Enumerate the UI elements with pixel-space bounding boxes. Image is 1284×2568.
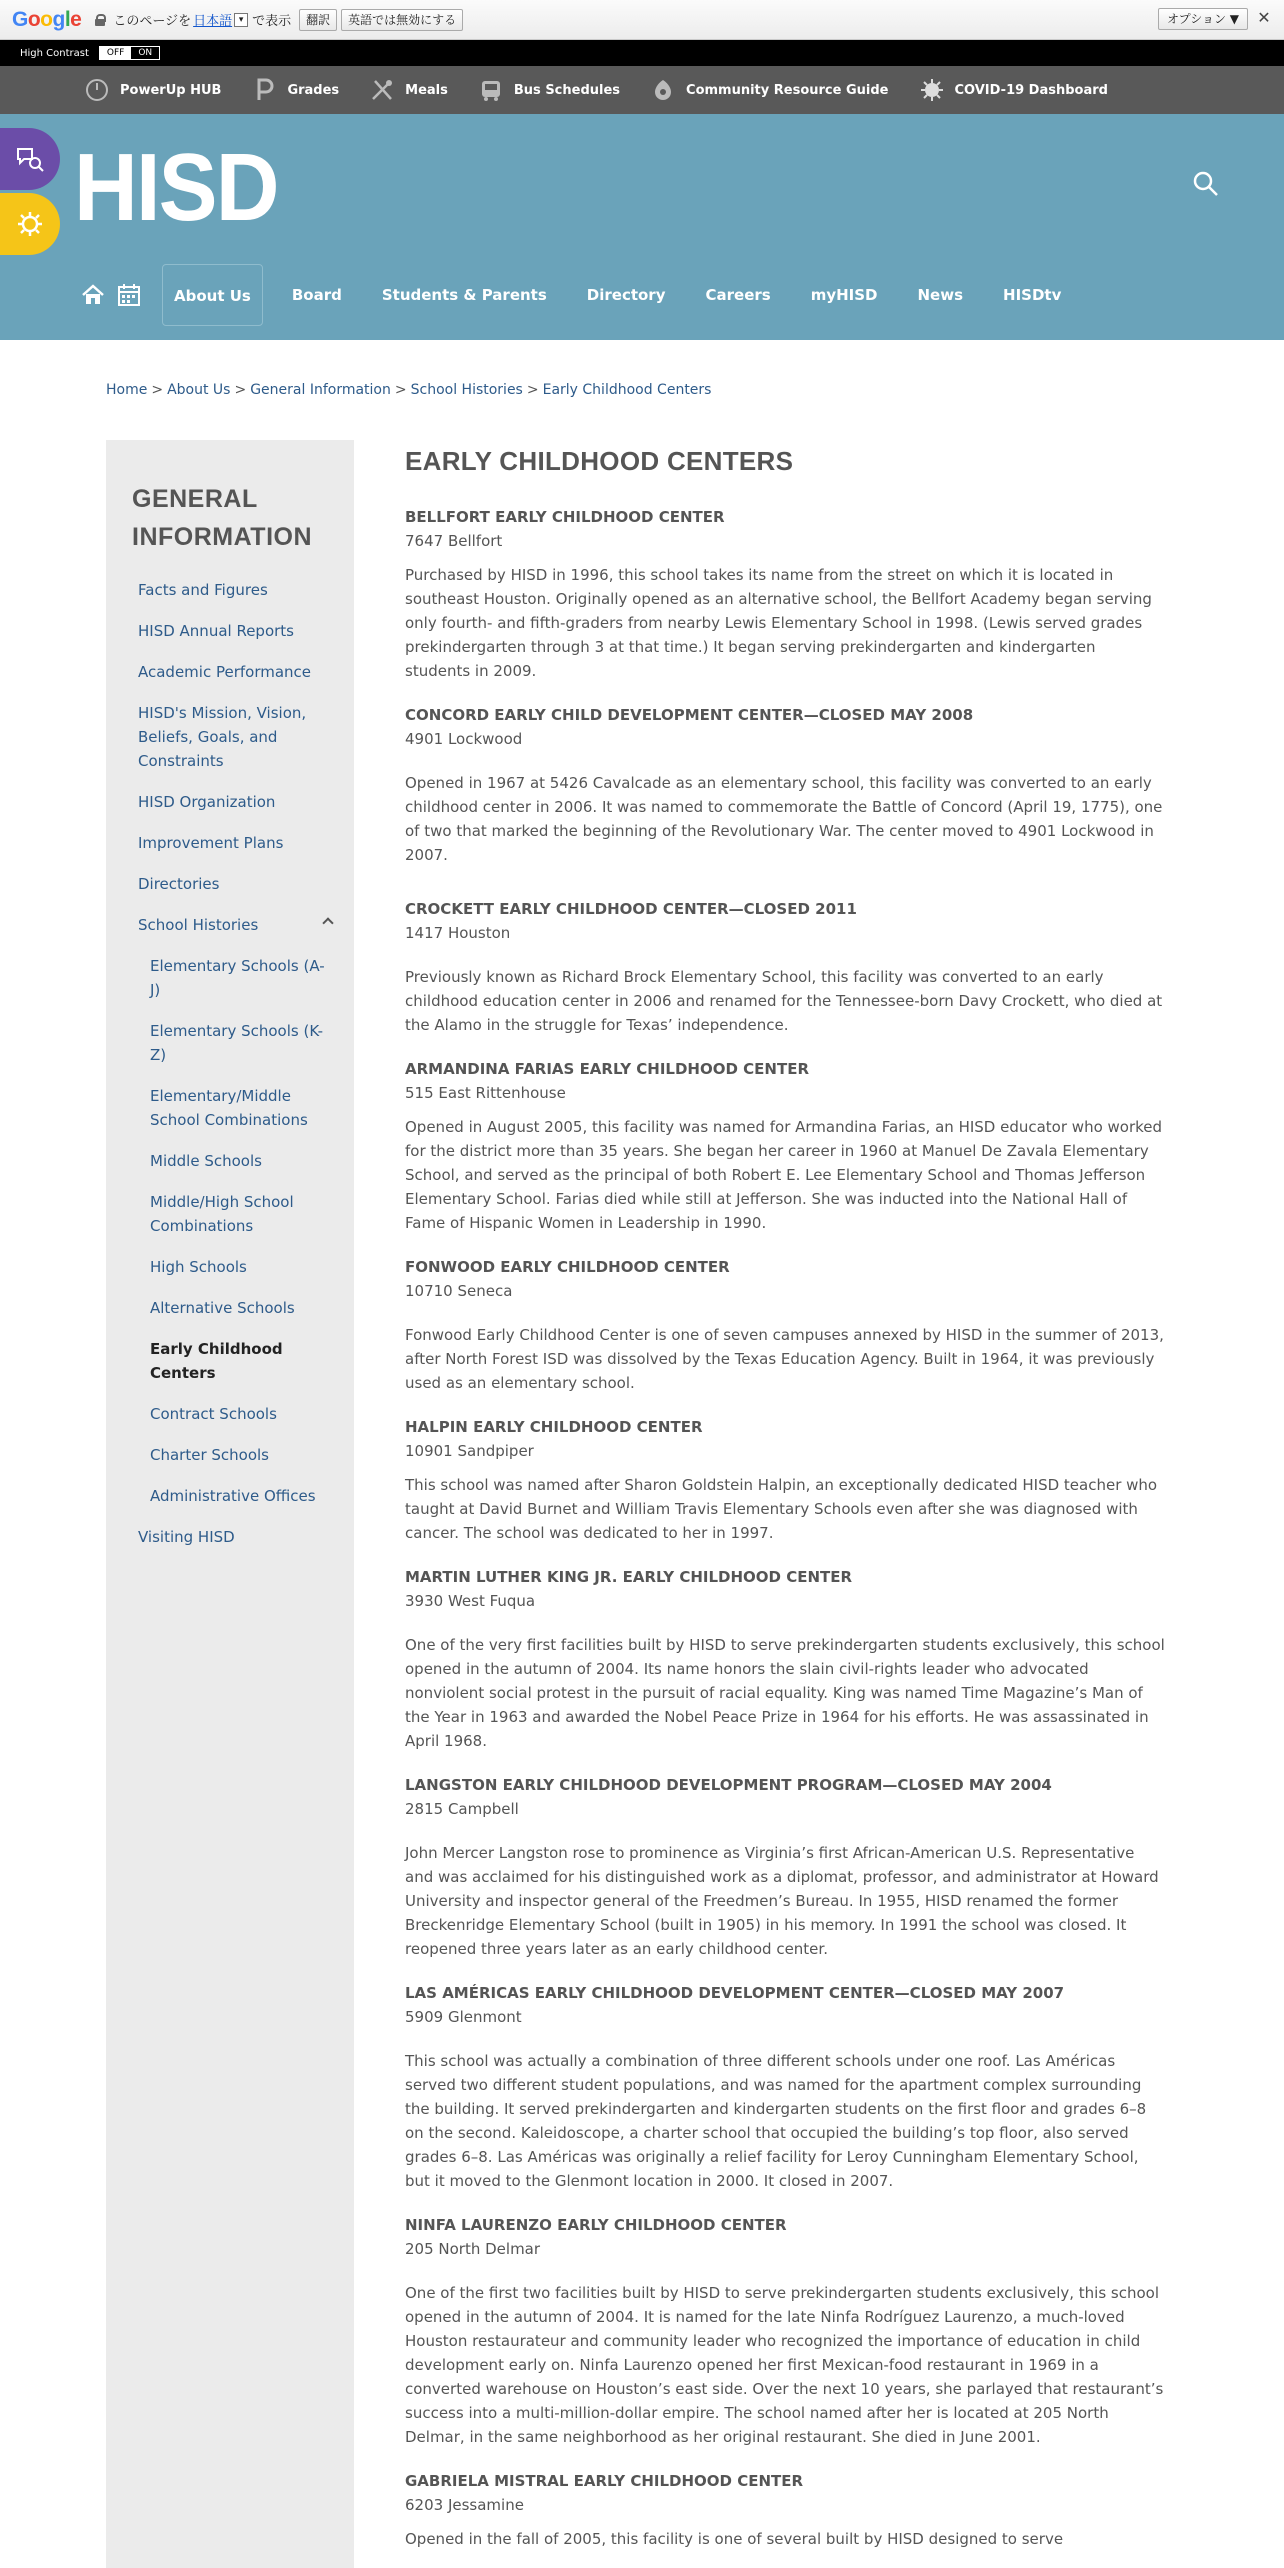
- school-address: 10710 Seneca: [405, 1282, 513, 1300]
- quick-link-label: Meals: [405, 82, 448, 98]
- school-name: BELLFORT EARLY CHILDHOOD CENTER: [405, 508, 725, 526]
- school-name: MARTIN LUTHER KING JR. EARLY CHILDHOOD CENTER: [405, 1568, 853, 1586]
- accessibility-pill-button[interactable]: [0, 128, 60, 190]
- google-logo: Google: [12, 7, 82, 31]
- sidebar-item-label: School Histories: [138, 916, 259, 934]
- sidebar-item-middle-schools[interactable]: Middle Schools: [150, 1152, 262, 1170]
- school-address: 3930 West Fuqua: [405, 1592, 536, 1610]
- school-description: Opened in the fall of 2005, this facility is one of several built by HISD designed to serve: [405, 2530, 1064, 2548]
- sidebar: [106, 440, 354, 2568]
- school-entry: [405, 2469, 1165, 2551]
- sidebar-item-facts[interactable]: Facts and Figures: [138, 581, 268, 599]
- hisd-logo[interactable]: HISD: [74, 134, 278, 241]
- main-nav: [80, 264, 1090, 326]
- sidebar-item-school-histories[interactable]: [106, 913, 354, 954]
- translate-bar: [0, 0, 1284, 40]
- high-contrast-label: High Contrast: [20, 47, 89, 59]
- school-entry: [405, 1255, 1165, 1395]
- translate-suffix: で表示: [252, 14, 292, 29]
- sidebar-item-academic-performance[interactable]: Academic Performance: [138, 663, 312, 681]
- disable-translate-button[interactable]: 英語では無効にする: [341, 9, 463, 31]
- school-name: CONCORD EARLY CHILD DEVELOPMENT CENTER—CLOSED MAY 2008: [405, 706, 974, 724]
- main-content: [405, 440, 1165, 2568]
- quick-link-label: COVID-19 Dashboard: [954, 82, 1108, 98]
- quick-link-label: Community Resource Guide: [686, 82, 889, 98]
- translate-prefix: このページを: [113, 14, 192, 29]
- language-dropdown-icon[interactable]: ▾: [234, 13, 248, 27]
- sidebar-title: GENERAL INFORMATION: [132, 485, 313, 551]
- school-description: Purchased by HISD in 1996, this school takes its name from the street on which it is located in southeast Houston. Originally opened as an alternative school, the Bellfort Academy began serving only fourth- and fifth-graders from nearby Lewis Elementary School in 1998. (Lewis served grades prekindergarten through 3 at that time.) It began serving prekindergarten and kindergarten students in 2009.: [405, 566, 1152, 680]
- search-icon[interactable]: [1192, 170, 1220, 198]
- close-icon[interactable]: ✕: [1257, 8, 1271, 27]
- breadcrumb-general-information[interactable]: General Information: [250, 382, 391, 398]
- nav-news[interactable]: News: [917, 286, 964, 304]
- school-description: Opened in 1967 at 5426 Cavalcade as an elementary school, this facility was converted to an early childhood center in 2006. It was named to commemorate the Battle of Concord (April 19, 1775), one of two that marked the beginning of the Revolutionary War. The center moved to 4901 Lockwood in 2007.: [405, 774, 1163, 864]
- sidebar-item-mission[interactable]: HISD's Mission, Vision, Beliefs, Goals, and Constraints: [138, 704, 307, 770]
- covid-pill-button[interactable]: [0, 193, 60, 255]
- meals-icon: [369, 77, 395, 103]
- quick-link-label: Grades: [287, 82, 340, 98]
- chat-search-icon: [15, 144, 45, 174]
- sidebar-item-administrative-offices[interactable]: Administrative Offices: [150, 1487, 316, 1505]
- school-description: This school was actually a combination of three different schools under one roof. Las Américas served two different student populations, and was named for the apartment complex surrounding the building. It served prekindergarten and kindergarten students on the first floor and grades 6–8 on the second. Kaleidoscope, a charter school that occupied the building’s top floor, also served grades 6–8. Las Américas was originally a relief facility for Leroy Cunningham Elementary School, but it moved to the Glenmont location in 2000. It closed in 2007.: [405, 2052, 1147, 2190]
- school-description: Fonwood Early Childhood Center is one of seven campuses annexed by HISD in the summer of 2013, after North Forest ISD was dissolved by the Texas Education Agency. Built in 1964, it was previously used as an elementary school.: [405, 1326, 1164, 1392]
- school-entry: [405, 1415, 1165, 1545]
- covid-icon: [919, 77, 945, 103]
- calendar-icon[interactable]: [116, 282, 142, 308]
- grades-icon: [251, 77, 277, 103]
- school-entry: [405, 1565, 1165, 1753]
- breadcrumb-about-us[interactable]: About Us: [167, 382, 231, 398]
- quick-link-grades[interactable]: [251, 77, 339, 103]
- powerup-icon: [84, 77, 110, 103]
- sidebar-item-elementary-middle[interactable]: Elementary/Middle School Combinations: [150, 1087, 308, 1129]
- school-address: 1417 Houston: [405, 924, 511, 942]
- high-contrast-toggle[interactable]: [99, 46, 160, 60]
- school-description: Previously known as Richard Brock Elementary School, this facility was converted to an early childhood education center in 2006 and renamed for the Tennessee-born Davy Crockett, who died at the Alamo in the struggle for Texas’ independence.: [405, 968, 1163, 1034]
- sidebar-nav: [106, 578, 354, 1566]
- language-link[interactable]: 日本語: [193, 14, 233, 29]
- quick-link-community[interactable]: [650, 77, 888, 103]
- school-name: LANGSTON EARLY CHILDHOOD DEVELOPMENT PROGRAM—CLOSED MAY 2004: [405, 1776, 1052, 1794]
- sidebar-item-charter-schools[interactable]: Charter Schools: [150, 1446, 269, 1464]
- nav-students-parents[interactable]: Students & Parents: [381, 286, 547, 304]
- sidebar-item-high-schools[interactable]: High Schools: [150, 1258, 247, 1276]
- quick-links-bar: [0, 66, 1284, 114]
- school-description: John Mercer Langston rose to prominence as Virginia’s first African-American U.S. Representative and was acclaimed for his distinguished work as a diplomat, professor, and administrator at Howard University and inspector general of the Freedmen’s Bureau. In 1955, HISD renamed the former Breckenridge Elementary School (built in 1905) in his memory. In 1991 the school was closed. It reopened three years later as an early childhood center.: [405, 1844, 1159, 1958]
- school-name: LAS AMÉRICAS EARLY CHILDHOOD DEVELOPMENT CENTER—CLOSED MAY 2007: [405, 1984, 1065, 2002]
- school-address: 6203 Jessamine: [405, 2496, 524, 2514]
- nav-about-us[interactable]: About Us: [162, 264, 263, 326]
- page-title: EARLY CHILDHOOD CENTERS: [405, 446, 794, 476]
- high-contrast-bar: [0, 40, 1284, 66]
- community-icon: [650, 77, 676, 103]
- breadcrumb-home[interactable]: Home: [106, 382, 148, 398]
- school-address: 205 North Delmar: [405, 2240, 541, 2258]
- virus-icon: [15, 209, 45, 239]
- school-name: HALPIN EARLY CHILDHOOD CENTER: [405, 1418, 703, 1436]
- sidebar-item-visiting-hisd[interactable]: Visiting HISD: [138, 1528, 235, 1546]
- nav-directory[interactable]: Directory: [586, 286, 666, 304]
- options-button[interactable]: オプション ▼: [1158, 8, 1248, 30]
- sidebar-item-directories[interactable]: Directories: [138, 875, 220, 893]
- site-header: [0, 114, 1284, 340]
- contrast-off[interactable]: OFF: [100, 47, 131, 59]
- school-entry: [405, 1773, 1165, 1961]
- school-address: 7647 Bellfort: [405, 532, 503, 550]
- sidebar-item-elementary-k-z[interactable]: Elementary Schools (K-Z): [150, 1022, 324, 1064]
- sidebar-item-contract-schools[interactable]: Contract Schools: [150, 1405, 277, 1423]
- school-name: GABRIELA MISTRAL EARLY CHILDHOOD CENTER: [405, 2472, 804, 2490]
- school-address: 2815 Campbell: [405, 1800, 519, 1818]
- lock-icon: [95, 14, 105, 26]
- sidebar-item-alternative-schools[interactable]: Alternative Schools: [150, 1299, 295, 1317]
- school-address: 4901 Lockwood: [405, 730, 523, 748]
- sidebar-item-organization[interactable]: HISD Organization: [138, 793, 276, 811]
- sidebar-item-early-childhood[interactable]: Early Childhood Centers: [150, 1340, 283, 1382]
- sidebar-item-elementary-a-j[interactable]: Elementary Schools (A-J): [150, 957, 325, 999]
- quick-link-meals[interactable]: [369, 77, 448, 103]
- nav-careers[interactable]: Careers: [705, 286, 771, 304]
- nav-board[interactable]: Board: [291, 286, 342, 304]
- school-entry: [405, 1981, 1165, 2193]
- breadcrumb: Home > About Us > General Information > School Histories > Early Childhood Centers: [106, 382, 712, 398]
- school-entry: [405, 505, 1165, 683]
- school-entry: [405, 897, 1165, 1037]
- quick-link-powerup[interactable]: [84, 77, 221, 103]
- quick-link-covid[interactable]: [919, 77, 1108, 103]
- school-address: 5909 Glenmont: [405, 2008, 522, 2026]
- school-description: One of the first two facilities built by HISD to serve prekindergarten students exclusively, this school opened in the autumn of 2004. It is named for the late Ninfa Rodríguez Laurenzo, a much-loved Houston restaurateur and community leader who recognized the importance of education in child development early on. Ninfa Laurenzo opened her first Mexican-food restaurant in 1969 in a converted warehouse on Houston’s east side. Over the next 10 years, she parlayed that restaurant’s success into a multi-million-dollar empire. The school named after her is located at 205 North Delmar, in the same neighborhood as her original restaurant. She died in June 2001.: [405, 2284, 1164, 2446]
- school-address: 10901 Sandpiper: [405, 1442, 534, 1460]
- home-icon[interactable]: [80, 282, 106, 308]
- school-address: 515 East Rittenhouse: [405, 1084, 566, 1102]
- school-name: CROCKETT EARLY CHILDHOOD CENTER—CLOSED 2011: [405, 900, 857, 918]
- school-description: Opened in August 2005, this facility was named for Armandina Farias, an HISD educator who worked for the district more than 35 years. She began her career in 1960 at Manuel De Zavala Elementary School, and served as the principal of both Robert E. Lee Elementary School and Thomas Jefferson Elementary School. Farias died while still at Jefferson. She was inducted into the National Hall of Fame of Hispanic Women in Leadership in 1990.: [405, 1118, 1163, 1232]
- school-name: ARMANDINA FARIAS EARLY CHILDHOOD CENTER: [405, 1060, 809, 1078]
- school-description: One of the very first facilities built by HISD to serve prekindergarten students exclusively, this school opened in the autumn of 2004. Its name honors the slain civil-rights leader who advocated nonviolent social protest in the pursuit of racial equality. King was named Time Magazine’s Man of the Year in 1963 and awarded the Nobel Peace Prize in 1964 for his efforts. He was assassinated in April 1968.: [405, 1636, 1165, 1750]
- contrast-on[interactable]: ON: [138, 48, 153, 58]
- school-entry: [405, 1057, 1165, 1235]
- translate-button[interactable]: 翻訳: [299, 9, 337, 31]
- school-entry: [405, 2213, 1165, 2449]
- sidebar-item-annual-reports[interactable]: HISD Annual Reports: [138, 622, 294, 640]
- quick-link-label: Bus Schedules: [513, 82, 621, 98]
- sidebar-item-middle-high[interactable]: Middle/High School Combinations: [150, 1193, 294, 1235]
- quick-link-bus[interactable]: [478, 77, 620, 103]
- bus-icon: [478, 77, 504, 103]
- school-name: NINFA LAURENZO EARLY CHILDHOOD CENTER: [405, 2216, 787, 2234]
- chevron-up-icon[interactable]: [322, 917, 333, 928]
- school-name: FONWOOD EARLY CHILDHOOD CENTER: [405, 1258, 730, 1276]
- school-description: This school was named after Sharon Goldstein Halpin, an exceptionally dedicated HISD teacher who taught at David Burnet and William Travis Elementary Schools even after she was diagnosed with cancer. The school was dedicated to her in 1997.: [405, 1476, 1158, 1542]
- school-entry: [405, 703, 1165, 867]
- breadcrumb-school-histories[interactable]: School Histories: [410, 382, 523, 398]
- nav-myhisd[interactable]: myHISD: [810, 286, 878, 304]
- breadcrumb-early-childhood-centers[interactable]: Early Childhood Centers: [542, 382, 712, 398]
- nav-hisdtv[interactable]: HISDtv: [1003, 286, 1062, 304]
- quick-link-label: PowerUp HUB: [120, 82, 222, 98]
- sidebar-item-improvement-plans[interactable]: Improvement Plans: [138, 834, 284, 852]
